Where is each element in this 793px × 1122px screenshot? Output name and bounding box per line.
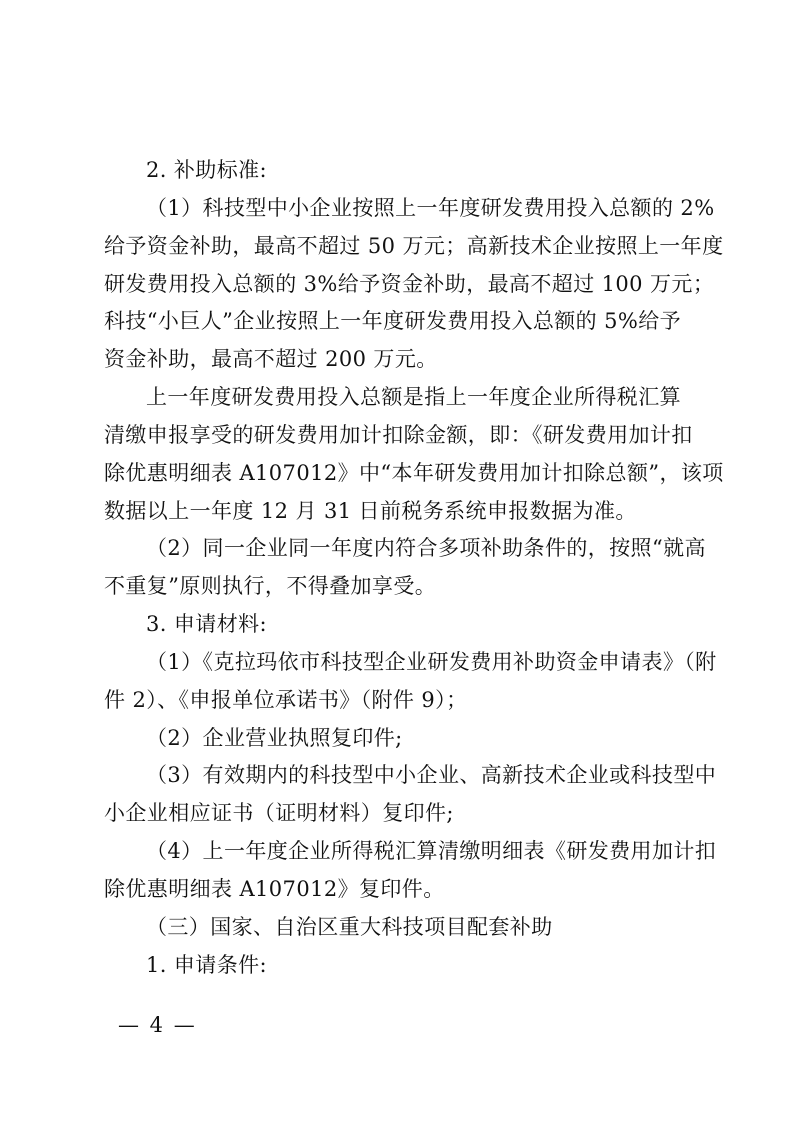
paragraph-line: 件 2）、《申报单位承诺书》（附件 9）； [104, 688, 468, 712]
paragraph-line: 给予资金补助，最高不超过 50 万元；高新技术企业按照上一年度 [104, 234, 724, 258]
section-heading-application-conditions: 1. 申请条件: [146, 953, 267, 977]
paragraph-line: （3）有效期内的科技型中小企业、高新技术企业或科技型中 [146, 763, 717, 787]
paragraph-line: （2）企业营业执照复印件; [146, 726, 403, 750]
paragraph-line: 不重复”原则执行，不得叠加享受。 [104, 574, 437, 598]
page-number: — 4 — [118, 1013, 197, 1037]
paragraph-line: 小企业相应证书（证明材料）复印件; [104, 801, 454, 825]
paragraph-line: 科技“小巨人”企业按照上一年度研发费用投入总额的 5%给予 [104, 309, 682, 333]
paragraph-line: 除优惠明细表 A107012》复印件。 [104, 877, 445, 901]
paragraph-line: 资金补助，最高不超过 200 万元。 [104, 347, 438, 371]
paragraph-line: 研发费用投入总额的 3%给予资金补助，最高不超过 100 万元； [104, 272, 715, 296]
paragraph-line: （1）《克拉玛依市科技型企业研发费用补助资金申请表》（附 [146, 650, 717, 674]
section-heading-subsidy-standard: 2. 补助标准: [146, 158, 267, 182]
paragraph-line: 数据以上一年度 12 月 31 日前税务系统申报数据为准。 [104, 499, 637, 523]
section-heading-major-project-subsidy: （三）国家、自治区重大科技项目配套补助 [146, 915, 553, 939]
paragraph-line: 上一年度研发费用投入总额是指上一年度企业所得税汇算 [146, 385, 681, 409]
section-heading-application-materials: 3. 申请材料: [146, 612, 267, 636]
paragraph-line: （4）上一年度企业所得税汇算清缴明细表《研发费用加计扣 [146, 839, 717, 863]
paragraph-line: （1）科技型中小企业按照上一年度研发费用投入总额的 2% [146, 196, 715, 220]
paragraph-line: 清缴申报享受的研发费用加计扣除金额，即：《研发费用加计扣 [104, 423, 693, 447]
paragraph-line: （2）同一企业同一年度内符合多项补助条件的，按照“就高 [146, 536, 706, 560]
paragraph-line: 除优惠明细表 A107012》中“本年研发费用加计扣除总额”，该项 [104, 461, 724, 485]
